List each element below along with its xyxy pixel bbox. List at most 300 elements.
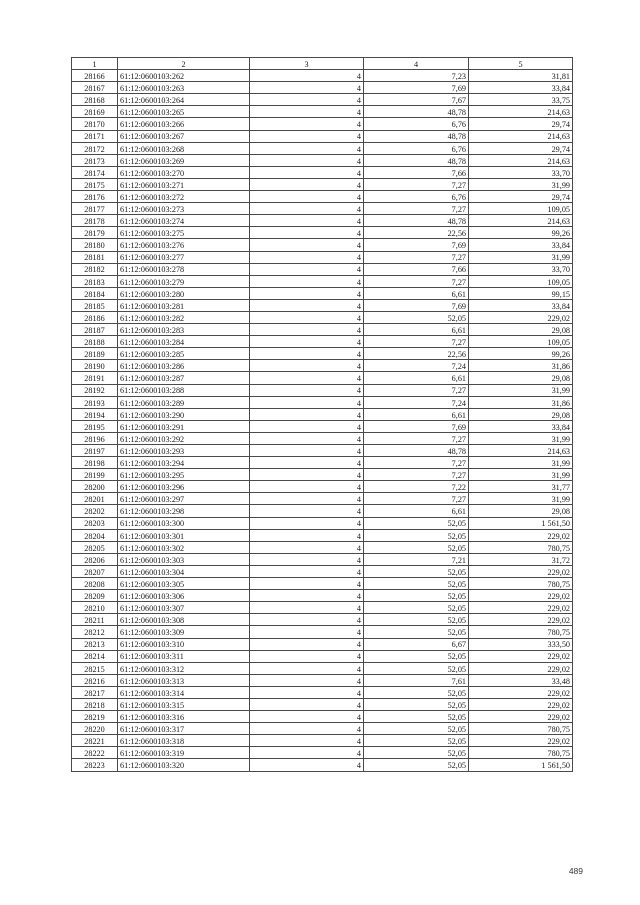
column-4-cell: 52,05: [364, 565, 469, 577]
table-row: [72, 759, 573, 771]
table-header: [72, 58, 573, 70]
column-3-cell: 4: [250, 626, 364, 638]
row-number-cell: 28191: [72, 372, 118, 384]
column-3-cell: 4: [250, 711, 364, 723]
cadastral-number-cell: 61:12:0600103:279: [118, 275, 250, 287]
cadastral-number-cell: 61:12:0600103:285: [118, 348, 250, 360]
column-4-cell: 52,05: [364, 735, 469, 747]
column-4-cell: 52,05: [364, 517, 469, 529]
table-row: [72, 348, 573, 360]
column-3-cell: 4: [250, 723, 364, 735]
column-3-cell: 4: [250, 614, 364, 626]
cadastral-number-cell: 61:12:0600103:310: [118, 638, 250, 650]
column-3-cell: 4: [250, 70, 364, 82]
row-number-cell: 28202: [72, 505, 118, 517]
column-5-cell: 229,02: [469, 735, 573, 747]
table-row: [72, 578, 573, 590]
table-row: [72, 457, 573, 469]
column-5-cell: 229,02: [469, 311, 573, 323]
cadastral-number-cell: 61:12:0600103:298: [118, 505, 250, 517]
cadastral-number-cell: 61:12:0600103:301: [118, 529, 250, 541]
row-number-cell: 28177: [72, 203, 118, 215]
column-3-cell: 4: [250, 299, 364, 311]
cadastral-number-cell: 61:12:0600103:271: [118, 178, 250, 190]
table-row: [72, 275, 573, 287]
column-5-cell: 29,74: [469, 118, 573, 130]
column-4-cell: 7,67: [364, 94, 469, 106]
column-4-cell: 52,05: [364, 529, 469, 541]
column-3-cell: 4: [250, 106, 364, 118]
cadastral-number-cell: 61:12:0600103:282: [118, 311, 250, 323]
table-row: [72, 420, 573, 432]
cadastral-number-cell: 61:12:0600103:289: [118, 396, 250, 408]
row-number-cell: 28183: [72, 275, 118, 287]
column-5-cell: 780,75: [469, 747, 573, 759]
column-5-cell: 229,02: [469, 662, 573, 674]
table-row: [72, 396, 573, 408]
row-number-cell: 28175: [72, 178, 118, 190]
cadastral-number-cell: 61:12:0600103:296: [118, 481, 250, 493]
cadastral-number-cell: 61:12:0600103:306: [118, 590, 250, 602]
row-number-cell: 28222: [72, 747, 118, 759]
column-5-cell: 109,05: [469, 336, 573, 348]
column-5-cell: 33,48: [469, 674, 573, 686]
column-4-cell: 7,66: [364, 263, 469, 275]
row-number-cell: 28193: [72, 396, 118, 408]
table-row: [72, 154, 573, 166]
row-number-cell: 28213: [72, 638, 118, 650]
table-row: [72, 239, 573, 251]
column-3-cell: 4: [250, 432, 364, 444]
column-3-cell: 4: [250, 747, 364, 759]
column-3-cell: 4: [250, 602, 364, 614]
column-4-cell: 48,78: [364, 130, 469, 142]
column-4-cell: 6,76: [364, 191, 469, 203]
table-row: [72, 311, 573, 323]
cadastral-number-cell: 61:12:0600103:276: [118, 239, 250, 251]
column-4-cell: 52,05: [364, 626, 469, 638]
table-row: [72, 178, 573, 190]
row-number-cell: 28181: [72, 251, 118, 263]
column-5-cell: 99,26: [469, 348, 573, 360]
row-number-cell: 28220: [72, 723, 118, 735]
column-5-cell: 109,05: [469, 275, 573, 287]
row-number-cell: 28212: [72, 626, 118, 638]
row-number-cell: 28184: [72, 287, 118, 299]
column-4-cell: 52,05: [364, 590, 469, 602]
cadastral-number-cell: 61:12:0600103:311: [118, 650, 250, 662]
table-row: [72, 299, 573, 311]
cadastral-number-cell: 61:12:0600103:292: [118, 432, 250, 444]
table-row: [72, 553, 573, 565]
column-4-cell: 48,78: [364, 154, 469, 166]
column-3-cell: 4: [250, 178, 364, 190]
row-number-cell: 28214: [72, 650, 118, 662]
column-4-cell: 7,21: [364, 553, 469, 565]
column-4-cell: 7,27: [364, 493, 469, 505]
column-4-cell: 52,05: [364, 541, 469, 553]
column-3-cell: 4: [250, 420, 364, 432]
row-number-cell: 28204: [72, 529, 118, 541]
column-5-cell: 31,99: [469, 251, 573, 263]
column-5-cell: 229,02: [469, 614, 573, 626]
table-row: [72, 662, 573, 674]
column-4-cell: 7,66: [364, 166, 469, 178]
column-3-cell: 4: [250, 251, 364, 263]
table-row: [72, 360, 573, 372]
column-3-cell: 4: [250, 215, 364, 227]
cadastral-number-cell: 61:12:0600103:290: [118, 408, 250, 420]
cadastral-number-cell: 61:12:0600103:275: [118, 227, 250, 239]
column-4-cell: 6,61: [364, 287, 469, 299]
table-body: [72, 70, 573, 771]
column-5-cell: 29,08: [469, 324, 573, 336]
column-4-cell: 52,05: [364, 759, 469, 771]
table-row: [72, 493, 573, 505]
column-4-cell: 6,61: [364, 408, 469, 420]
column-4-cell: 6,76: [364, 142, 469, 154]
column-4-cell: 7,27: [364, 469, 469, 481]
column-3-cell: 4: [250, 578, 364, 590]
table-row: [72, 227, 573, 239]
table-row: [72, 203, 573, 215]
column-3-cell: 4: [250, 650, 364, 662]
data-table: [71, 57, 573, 772]
table-row: [72, 263, 573, 275]
column-4-cell: 52,05: [364, 686, 469, 698]
table-row: [72, 408, 573, 420]
cadastral-number-cell: 61:12:0600103:300: [118, 517, 250, 529]
column-5-cell: 33,84: [469, 299, 573, 311]
column-4-cell: 6,76: [364, 118, 469, 130]
column-3-cell: 4: [250, 735, 364, 747]
cadastral-number-cell: 61:12:0600103:312: [118, 662, 250, 674]
cadastral-number-cell: 61:12:0600103:294: [118, 457, 250, 469]
column-5-cell: 229,02: [469, 565, 573, 577]
cadastral-number-cell: 61:12:0600103:304: [118, 565, 250, 577]
column-5-cell: 29,74: [469, 191, 573, 203]
column-3-cell: 4: [250, 493, 364, 505]
table-row: [72, 602, 573, 614]
column-header-2: 2: [118, 58, 250, 70]
column-3-cell: 4: [250, 324, 364, 336]
table-row: [72, 686, 573, 698]
table-row: [72, 82, 573, 94]
table-row: [72, 698, 573, 710]
row-number-cell: 28187: [72, 324, 118, 336]
cadastral-number-cell: 61:12:0600103:281: [118, 299, 250, 311]
column-4-cell: 6,61: [364, 505, 469, 517]
column-5-cell: 214,63: [469, 106, 573, 118]
row-number-cell: 28176: [72, 191, 118, 203]
column-3-cell: 4: [250, 457, 364, 469]
row-number-cell: 28201: [72, 493, 118, 505]
cadastral-number-cell: 61:12:0600103:262: [118, 70, 250, 82]
column-4-cell: 52,05: [364, 650, 469, 662]
table-row: [72, 650, 573, 662]
table-row: [72, 529, 573, 541]
column-4-cell: 7,27: [364, 178, 469, 190]
row-number-cell: 28196: [72, 432, 118, 444]
column-4-cell: 7,69: [364, 239, 469, 251]
column-3-cell: 4: [250, 469, 364, 481]
column-5-cell: 229,02: [469, 529, 573, 541]
column-5-cell: 33,70: [469, 166, 573, 178]
column-4-cell: 7,27: [364, 275, 469, 287]
page-number: 489: [568, 866, 583, 876]
column-3-cell: 4: [250, 118, 364, 130]
column-5-cell: 33,75: [469, 94, 573, 106]
column-3-cell: 4: [250, 227, 364, 239]
row-number-cell: 28173: [72, 154, 118, 166]
column-header-5: 5: [469, 58, 573, 70]
column-4-cell: 7,27: [364, 251, 469, 263]
row-number-cell: 28197: [72, 445, 118, 457]
table-row: [72, 469, 573, 481]
column-5-cell: 33,84: [469, 420, 573, 432]
column-4-cell: 7,27: [364, 432, 469, 444]
row-number-cell: 28185: [72, 299, 118, 311]
cadastral-number-cell: 61:12:0600103:283: [118, 324, 250, 336]
column-5-cell: 99,15: [469, 287, 573, 299]
cadastral-number-cell: 61:12:0600103:274: [118, 215, 250, 227]
column-3-cell: 4: [250, 662, 364, 674]
column-5-cell: 29,08: [469, 408, 573, 420]
column-3-cell: 4: [250, 408, 364, 420]
column-5-cell: 33,70: [469, 263, 573, 275]
column-4-cell: 52,05: [364, 578, 469, 590]
cadastral-number-cell: 61:12:0600103:307: [118, 602, 250, 614]
column-4-cell: 22,56: [364, 348, 469, 360]
column-3-cell: 4: [250, 396, 364, 408]
row-number-cell: 28221: [72, 735, 118, 747]
cadastral-number-cell: 61:12:0600103:308: [118, 614, 250, 626]
column-3-cell: 4: [250, 481, 364, 493]
table-row: [72, 191, 573, 203]
column-3-cell: 4: [250, 590, 364, 602]
table-row: [72, 324, 573, 336]
column-5-cell: 229,02: [469, 686, 573, 698]
row-number-cell: 28166: [72, 70, 118, 82]
table-row: [72, 70, 573, 82]
column-4-cell: 48,78: [364, 106, 469, 118]
cadastral-number-cell: 61:12:0600103:315: [118, 698, 250, 710]
cadastral-number-cell: 61:12:0600103:265: [118, 106, 250, 118]
column-header-3: 3: [250, 58, 364, 70]
row-number-cell: 28210: [72, 602, 118, 614]
column-4-cell: 7,69: [364, 420, 469, 432]
table-row: [72, 384, 573, 396]
column-3-cell: 4: [250, 686, 364, 698]
cadastral-number-cell: 61:12:0600103:273: [118, 203, 250, 215]
table-row: [72, 674, 573, 686]
table-row: [72, 590, 573, 602]
row-number-cell: 28195: [72, 420, 118, 432]
row-number-cell: 28171: [72, 130, 118, 142]
table-row: [72, 445, 573, 457]
table-row: [72, 614, 573, 626]
table-row: [72, 94, 573, 106]
table-row: [72, 166, 573, 178]
row-number-cell: 28218: [72, 698, 118, 710]
cadastral-number-cell: 61:12:0600103:287: [118, 372, 250, 384]
table-row: [72, 432, 573, 444]
column-4-cell: 52,05: [364, 711, 469, 723]
table-row: [72, 638, 573, 650]
row-number-cell: 28186: [72, 311, 118, 323]
column-5-cell: 214,63: [469, 445, 573, 457]
column-3-cell: 4: [250, 130, 364, 142]
row-number-cell: 28169: [72, 106, 118, 118]
column-5-cell: 214,63: [469, 154, 573, 166]
column-3-cell: 4: [250, 154, 364, 166]
cadastral-number-cell: 61:12:0600103:313: [118, 674, 250, 686]
row-number-cell: 28205: [72, 541, 118, 553]
column-4-cell: 6,61: [364, 324, 469, 336]
column-4-cell: 7,27: [364, 457, 469, 469]
column-5-cell: 31,99: [469, 178, 573, 190]
column-5-cell: 1 561,50: [469, 759, 573, 771]
cadastral-number-cell: 61:12:0600103:303: [118, 553, 250, 565]
column-5-cell: 1 561,50: [469, 517, 573, 529]
column-4-cell: 52,05: [364, 602, 469, 614]
row-number-cell: 28182: [72, 263, 118, 275]
cadastral-number-cell: 61:12:0600103:316: [118, 711, 250, 723]
column-3-cell: 4: [250, 311, 364, 323]
row-number-cell: 28188: [72, 336, 118, 348]
table-row: [72, 505, 573, 517]
column-4-cell: 7,23: [364, 70, 469, 82]
cadastral-number-cell: 61:12:0600103:309: [118, 626, 250, 638]
column-3-cell: 4: [250, 384, 364, 396]
row-number-cell: 28206: [72, 553, 118, 565]
column-5-cell: 31,99: [469, 469, 573, 481]
column-4-cell: 22,56: [364, 227, 469, 239]
cadastral-number-cell: 61:12:0600103:266: [118, 118, 250, 130]
cadastral-number-cell: 61:12:0600103:267: [118, 130, 250, 142]
table-row: [72, 106, 573, 118]
row-number-cell: 28167: [72, 82, 118, 94]
column-4-cell: 52,05: [364, 311, 469, 323]
table-row: [72, 215, 573, 227]
column-5-cell: 29,08: [469, 372, 573, 384]
column-3-cell: 4: [250, 263, 364, 275]
table-row: [72, 142, 573, 154]
table-row: [72, 481, 573, 493]
column-5-cell: 214,63: [469, 130, 573, 142]
column-5-cell: 31,72: [469, 553, 573, 565]
row-number-cell: 28189: [72, 348, 118, 360]
row-number-cell: 28172: [72, 142, 118, 154]
table-row: [72, 287, 573, 299]
row-number-cell: 28203: [72, 517, 118, 529]
column-5-cell: 31,99: [469, 457, 573, 469]
row-number-cell: 28200: [72, 481, 118, 493]
row-number-cell: 28170: [72, 118, 118, 130]
row-number-cell: 28207: [72, 565, 118, 577]
row-number-cell: 28219: [72, 711, 118, 723]
cadastral-number-cell: 61:12:0600103:263: [118, 82, 250, 94]
column-3-cell: 4: [250, 505, 364, 517]
column-5-cell: 31,86: [469, 360, 573, 372]
row-number-cell: 28208: [72, 578, 118, 590]
column-5-cell: 214,63: [469, 215, 573, 227]
column-5-cell: 229,02: [469, 650, 573, 662]
cadastral-number-cell: 61:12:0600103:295: [118, 469, 250, 481]
column-3-cell: 4: [250, 166, 364, 178]
row-number-cell: 28199: [72, 469, 118, 481]
column-3-cell: 4: [250, 239, 364, 251]
cadastral-number-cell: 61:12:0600103:280: [118, 287, 250, 299]
cadastral-number-cell: 61:12:0600103:319: [118, 747, 250, 759]
column-5-cell: 229,02: [469, 602, 573, 614]
column-3-cell: 4: [250, 529, 364, 541]
column-header-4: 4: [364, 58, 469, 70]
cadastral-number-cell: 61:12:0600103:293: [118, 445, 250, 457]
table-row: [72, 130, 573, 142]
column-4-cell: 52,05: [364, 723, 469, 735]
table-row: [72, 118, 573, 130]
column-3-cell: 4: [250, 203, 364, 215]
table-row: [72, 735, 573, 747]
row-number-cell: 28198: [72, 457, 118, 469]
column-5-cell: 99,26: [469, 227, 573, 239]
table-row: [72, 626, 573, 638]
cadastral-number-cell: 61:12:0600103:320: [118, 759, 250, 771]
header-row: [72, 58, 573, 70]
row-number-cell: 28209: [72, 590, 118, 602]
row-number-cell: 28215: [72, 662, 118, 674]
column-4-cell: 7,22: [364, 481, 469, 493]
table-row: [72, 565, 573, 577]
column-4-cell: 52,05: [364, 614, 469, 626]
column-3-cell: 4: [250, 638, 364, 650]
column-5-cell: 780,75: [469, 541, 573, 553]
column-header-1: 1: [72, 58, 118, 70]
table-row: [72, 517, 573, 529]
column-5-cell: 31,99: [469, 384, 573, 396]
row-number-cell: 28180: [72, 239, 118, 251]
column-5-cell: 31,86: [469, 396, 573, 408]
row-number-cell: 28179: [72, 227, 118, 239]
column-3-cell: 4: [250, 191, 364, 203]
row-number-cell: 28217: [72, 686, 118, 698]
column-4-cell: 7,27: [364, 203, 469, 215]
table-row: [72, 251, 573, 263]
cadastral-number-cell: 61:12:0600103:264: [118, 94, 250, 106]
column-5-cell: 333,50: [469, 638, 573, 650]
column-4-cell: 7,24: [364, 360, 469, 372]
column-3-cell: 4: [250, 287, 364, 299]
row-number-cell: 28192: [72, 384, 118, 396]
column-5-cell: 31,99: [469, 432, 573, 444]
column-5-cell: 33,84: [469, 82, 573, 94]
row-number-cell: 28178: [72, 215, 118, 227]
column-4-cell: 7,69: [364, 82, 469, 94]
column-4-cell: 7,27: [364, 384, 469, 396]
column-3-cell: 4: [250, 336, 364, 348]
row-number-cell: 28211: [72, 614, 118, 626]
column-3-cell: 4: [250, 541, 364, 553]
column-5-cell: 780,75: [469, 626, 573, 638]
column-4-cell: 6,61: [364, 372, 469, 384]
column-3-cell: 4: [250, 759, 364, 771]
column-5-cell: 33,84: [469, 239, 573, 251]
cadastral-number-cell: 61:12:0600103:318: [118, 735, 250, 747]
column-4-cell: 7,69: [364, 299, 469, 311]
cadastral-number-cell: 61:12:0600103:278: [118, 263, 250, 275]
cadastral-number-cell: 61:12:0600103:291: [118, 420, 250, 432]
